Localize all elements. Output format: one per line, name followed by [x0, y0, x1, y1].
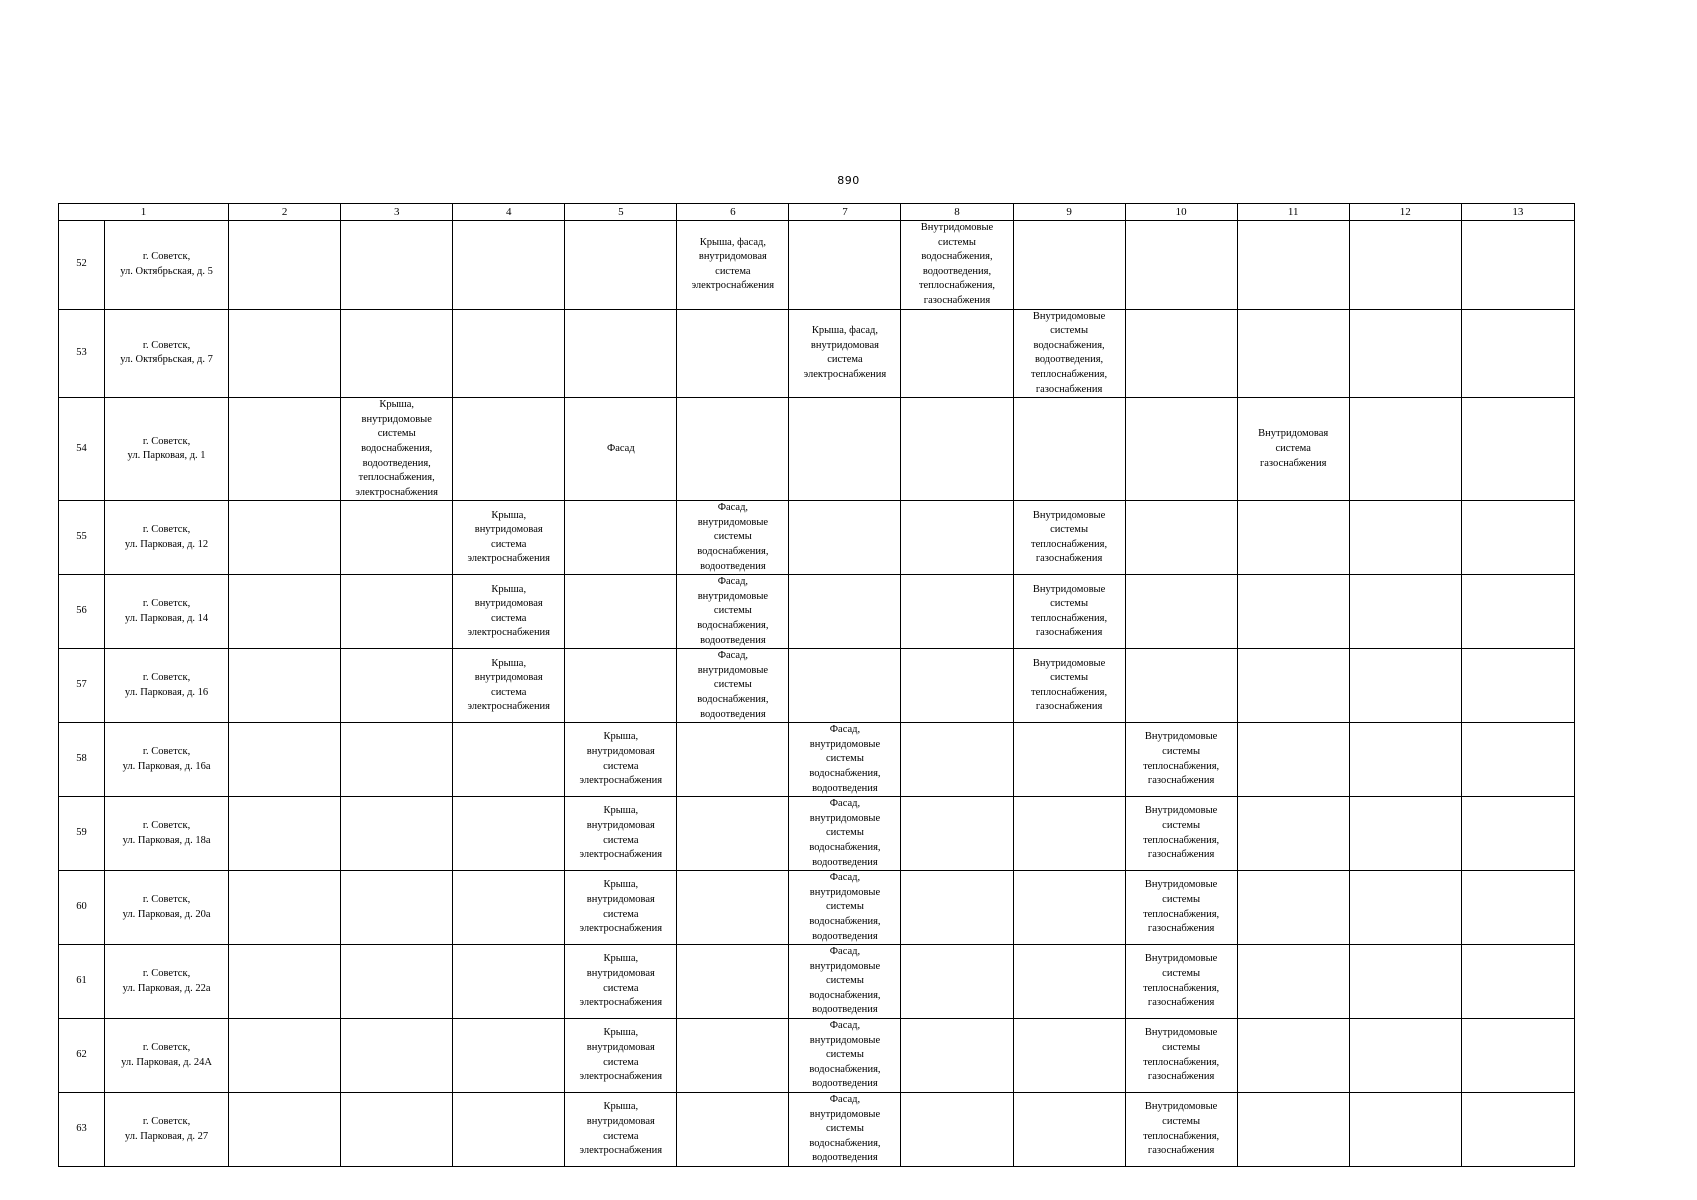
work-cell — [1013, 1019, 1125, 1093]
table-row — [59, 309, 1575, 398]
column-number-header: 11 — [1237, 204, 1349, 221]
work-cell — [1013, 501, 1125, 575]
work-cell — [1461, 1093, 1574, 1167]
work-description: Фасад, внутридомовые системы водоснабжения, водоотведения — [809, 872, 881, 942]
work-description: Крыша, внутридомовая система электроснабжения — [579, 1101, 663, 1157]
work-cell — [341, 398, 453, 501]
work-cell — [1125, 945, 1237, 1019]
work-cell — [1125, 309, 1237, 398]
work-cell — [1013, 575, 1125, 649]
row-number: 55 — [59, 501, 105, 575]
column-number-header-row — [59, 204, 1575, 221]
work-cell — [677, 575, 789, 649]
work-description: Фасад, внутридомовые системы водоснабжения, водоотведения — [697, 650, 769, 720]
table-row — [59, 221, 1575, 310]
work-cell — [677, 649, 789, 723]
work-cell — [677, 871, 789, 945]
work-cell — [341, 575, 453, 649]
address-text: г. Советск, ул. Парковая, д. 27 — [124, 1115, 209, 1142]
address-cell — [105, 1093, 229, 1167]
work-cell — [1461, 575, 1574, 649]
address-cell — [105, 398, 229, 501]
work-cell — [229, 871, 341, 945]
work-description: Крыша, фасад, внутридомовая система электроснабжения — [803, 325, 887, 380]
work-cell — [1349, 945, 1461, 1019]
column-number-header: 12 — [1349, 204, 1461, 221]
work-cell — [565, 1019, 677, 1093]
work-cell — [229, 1019, 341, 1093]
work-cell — [789, 1019, 901, 1093]
work-cell — [453, 398, 565, 501]
work-cell — [229, 398, 341, 501]
work-cell — [453, 723, 565, 797]
work-cell — [565, 871, 677, 945]
work-cell — [677, 1019, 789, 1093]
work-description: Внутридомовые системы теплоснабжения, газоснабжения — [1143, 805, 1220, 861]
work-cell — [1349, 723, 1461, 797]
work-cell — [565, 575, 677, 649]
work-cell — [453, 221, 565, 310]
work-cell — [789, 797, 901, 871]
table-row — [59, 945, 1575, 1019]
work-cell — [789, 723, 901, 797]
work-cell — [1461, 945, 1574, 1019]
work-description: Крыша, внутридомовые системы водоснабжения, водоотведения, теплоснабжения, электроснабжения — [355, 399, 438, 498]
address-text: г. Советск, ул. Октябрьская, д. 5 — [120, 251, 213, 277]
work-cell — [1461, 309, 1574, 398]
work-cell — [1013, 1093, 1125, 1167]
work-cell — [1125, 649, 1237, 723]
work-cell — [229, 221, 341, 310]
address-cell — [105, 1019, 229, 1093]
work-cell — [453, 945, 565, 1019]
work-cell — [453, 1093, 565, 1167]
work-description: Крыша, внутридомовая система электроснабжения — [579, 879, 663, 935]
work-cell — [1013, 309, 1125, 398]
address-text: г. Советск, ул. Парковая, д. 12 — [124, 524, 209, 550]
work-cell — [901, 945, 1013, 1019]
work-cell — [341, 1019, 453, 1093]
work-description: Внутридомовые системы теплоснабжения, газоснабжения — [1031, 657, 1108, 713]
work-cell — [677, 309, 789, 398]
column-number-header: 3 — [341, 204, 453, 221]
row-number: 57 — [59, 649, 105, 723]
work-cell — [1349, 1019, 1461, 1093]
work-cell — [453, 1019, 565, 1093]
work-cell — [565, 398, 677, 501]
work-cell — [1013, 221, 1125, 310]
row-number: 58 — [59, 723, 105, 797]
work-cell — [1125, 501, 1237, 575]
work-cell — [789, 309, 901, 398]
work-cell — [1349, 309, 1461, 398]
table-row — [59, 723, 1575, 797]
row-number: 61 — [59, 945, 105, 1019]
work-cell — [1013, 797, 1125, 871]
table-row — [59, 1093, 1575, 1167]
work-description: Фасад, внутридомовые системы водоснабжения, водоотведения — [809, 798, 881, 868]
work-cell — [677, 797, 789, 871]
work-cell — [1461, 1019, 1574, 1093]
work-cell — [341, 221, 453, 310]
column-number-header: 7 — [789, 204, 901, 221]
work-cell — [1349, 398, 1461, 501]
work-description: Фасад, внутридомовые системы водоснабжения, водоотведения — [809, 1094, 881, 1164]
work-cell — [1461, 723, 1574, 797]
address-cell — [105, 221, 229, 310]
work-cell — [789, 575, 901, 649]
work-cell — [789, 398, 901, 501]
work-cell — [901, 649, 1013, 723]
work-cell — [453, 575, 565, 649]
work-cell — [1125, 1019, 1237, 1093]
work-cell — [901, 501, 1013, 575]
address-text: г. Советск, ул. Парковая, д. 14 — [124, 598, 209, 624]
column-number-header: 2 — [229, 204, 341, 221]
address-text: г. Советск, ул. Парковая, д. 1 — [127, 435, 206, 462]
work-cell — [1237, 797, 1349, 871]
table-row — [59, 1019, 1575, 1093]
work-cell — [1237, 945, 1349, 1019]
work-cell — [1461, 797, 1574, 871]
work-cell — [341, 797, 453, 871]
work-description: Внутридомовые системы теплоснабжения, газоснабжения — [1143, 1101, 1220, 1157]
work-cell — [1125, 221, 1237, 310]
work-cell — [341, 309, 453, 398]
work-description: Внутридомовые системы теплоснабжения, газоснабжения — [1031, 509, 1108, 565]
work-cell — [229, 575, 341, 649]
work-cell — [677, 501, 789, 575]
work-cell — [565, 649, 677, 723]
work-description: Фасад, внутридомовые системы водоснабжения, водоотведения — [809, 1020, 881, 1090]
work-cell — [901, 797, 1013, 871]
work-description: Крыша, внутридомовая система электроснабжения — [467, 583, 551, 639]
work-cell — [1237, 871, 1349, 945]
column-number-header: 5 — [565, 204, 677, 221]
work-cell — [901, 309, 1013, 398]
work-cell — [1013, 723, 1125, 797]
address-cell — [105, 575, 229, 649]
address-cell — [105, 309, 229, 398]
work-cell — [901, 1019, 1013, 1093]
row-number: 56 — [59, 575, 105, 649]
column-number-header: 4 — [453, 204, 565, 221]
work-cell — [677, 723, 789, 797]
table-row — [59, 501, 1575, 575]
table-row — [59, 797, 1575, 871]
address-text: г. Советск, ул. Парковая, д. 16 — [124, 672, 209, 698]
work-cell — [341, 871, 453, 945]
work-description: Фасад, внутридомовые системы водоснабжения, водоотведения — [697, 502, 769, 572]
work-description: Фасад, внутридомовые системы водоснабжения, водоотведения — [809, 724, 881, 794]
work-cell — [789, 221, 901, 310]
work-cell — [1125, 1093, 1237, 1167]
work-cell — [1237, 649, 1349, 723]
address-cell — [105, 797, 229, 871]
work-description: Фасад, внутридомовые системы водоснабжения, водоотведения — [697, 576, 769, 646]
row-number: 63 — [59, 1093, 105, 1167]
work-cell — [229, 649, 341, 723]
row-number: 52 — [59, 221, 105, 310]
work-description: Крыша, внутридомовая система электроснабжения — [579, 953, 663, 1009]
work-cell — [1349, 221, 1461, 310]
table-row — [59, 871, 1575, 945]
work-cell — [901, 871, 1013, 945]
table-row — [59, 649, 1575, 723]
work-cell — [229, 945, 341, 1019]
work-cell — [229, 309, 341, 398]
work-description: Крыша, фасад, внутридомовая система электроснабжения — [691, 236, 775, 292]
work-cell — [565, 501, 677, 575]
page-number: 890 — [837, 174, 860, 187]
work-description: Крыша, внутридомовая система электроснабжения — [579, 805, 663, 861]
work-cell — [1461, 398, 1574, 501]
work-cell — [1237, 1019, 1349, 1093]
address-cell — [105, 501, 229, 575]
work-cell — [565, 945, 677, 1019]
work-cell — [1349, 871, 1461, 945]
table-row — [59, 575, 1575, 649]
work-cell — [1125, 575, 1237, 649]
work-description: Внутридомовая система газоснабжения — [1258, 428, 1329, 469]
table-body — [59, 221, 1575, 1167]
address-text: г. Советск, ул. Парковая, д. 22а — [122, 967, 211, 994]
work-cell — [1125, 723, 1237, 797]
column-number-header: 1 — [59, 204, 229, 221]
address-cell — [105, 649, 229, 723]
column-number-header: 9 — [1013, 204, 1125, 221]
work-cell — [453, 871, 565, 945]
work-cell — [789, 1093, 901, 1167]
work-description: Крыша, внутридомовая система электроснабжения — [579, 731, 663, 787]
work-cell — [901, 575, 1013, 649]
work-cell — [229, 723, 341, 797]
row-number: 53 — [59, 309, 105, 398]
work-cell — [677, 398, 789, 501]
work-cell — [1125, 797, 1237, 871]
work-description: Внутридомовые системы теплоснабжения, газоснабжения — [1143, 879, 1220, 935]
work-cell — [1237, 501, 1349, 575]
work-cell — [1013, 649, 1125, 723]
work-cell — [677, 1093, 789, 1167]
address-text: г. Советск, ул. Парковая, д. 18а — [122, 820, 211, 846]
column-number-header: 13 — [1461, 204, 1574, 221]
work-cell — [1349, 1093, 1461, 1167]
work-description: Внутридомовые системы теплоснабжения, газоснабжения — [1143, 953, 1220, 1009]
work-cell — [453, 649, 565, 723]
work-cell — [453, 797, 565, 871]
work-cell — [1237, 221, 1349, 310]
work-cell — [1349, 575, 1461, 649]
work-cell — [341, 501, 453, 575]
work-cell — [453, 309, 565, 398]
work-cell — [901, 221, 1013, 310]
row-number: 54 — [59, 398, 105, 501]
work-cell — [229, 501, 341, 575]
work-description: Внутридомовые системы теплоснабжения, газоснабжения — [1143, 1027, 1220, 1083]
column-number-header: 6 — [677, 204, 789, 221]
address-text: г. Советск, ул. Парковая, д. 20а — [122, 894, 211, 920]
work-cell — [789, 501, 901, 575]
work-cell — [1013, 871, 1125, 945]
work-cell — [1237, 309, 1349, 398]
work-cell — [789, 945, 901, 1019]
work-cell — [1461, 501, 1574, 575]
row-number: 60 — [59, 871, 105, 945]
work-cell — [901, 398, 1013, 501]
work-cell — [677, 221, 789, 310]
work-description: Крыша, внутридомовая система электроснабжения — [467, 657, 551, 713]
work-cell — [565, 723, 677, 797]
column-number-header: 10 — [1125, 204, 1237, 221]
work-cell — [1461, 871, 1574, 945]
work-description: Внутридомовые системы теплоснабжения, газоснабжения — [1031, 583, 1108, 639]
work-cell — [1013, 945, 1125, 1019]
work-cell — [341, 1093, 453, 1167]
address-cell — [105, 871, 229, 945]
address-cell — [105, 723, 229, 797]
work-description: Крыша, внутридомовая система электроснабжения — [467, 509, 551, 565]
work-cell — [565, 309, 677, 398]
work-cell — [1461, 221, 1574, 310]
work-cell — [565, 1093, 677, 1167]
work-description: Фасад — [606, 442, 635, 454]
work-cell — [453, 501, 565, 575]
work-cell — [1237, 723, 1349, 797]
work-cell — [1349, 649, 1461, 723]
work-cell — [1349, 501, 1461, 575]
table-row — [59, 398, 1575, 501]
work-cell — [1237, 398, 1349, 501]
work-cell — [229, 797, 341, 871]
work-cell — [341, 649, 453, 723]
work-cell — [341, 723, 453, 797]
column-number-header: 8 — [901, 204, 1013, 221]
work-cell — [789, 871, 901, 945]
row-number: 59 — [59, 797, 105, 871]
work-cell — [229, 1093, 341, 1167]
work-cell — [1237, 1093, 1349, 1167]
address-text: г. Советск, ул. Октябрьская, д. 7 — [120, 339, 213, 366]
work-cell — [565, 797, 677, 871]
work-cell — [901, 1093, 1013, 1167]
work-description: Внутридомовые системы водоснабжения, водоотведения, теплоснабжения, газоснабжения — [1031, 310, 1108, 395]
address-text: г. Советск, ул. Парковая, д. 24А — [121, 1041, 212, 1068]
work-description: Фасад, внутридомовые системы водоснабжения, водоотведения — [809, 946, 881, 1016]
work-cell — [1237, 575, 1349, 649]
work-cell — [1125, 398, 1237, 501]
work-cell — [677, 945, 789, 1019]
work-cell — [341, 945, 453, 1019]
work-cell — [1349, 797, 1461, 871]
work-description: Крыша, внутридомовая система электроснабжения — [579, 1027, 663, 1083]
work-description: Внутридомовые системы водоснабжения, водоотведения, теплоснабжения, газоснабжения — [918, 222, 996, 306]
work-cell — [565, 221, 677, 310]
work-cell — [1461, 649, 1574, 723]
work-description: Внутридомовые системы теплоснабжения, газоснабжения — [1143, 731, 1220, 787]
work-cell — [1013, 398, 1125, 501]
address-text: г. Советск, ул. Парковая, д. 16а — [122, 746, 211, 772]
repair-schedule-table — [58, 203, 1575, 1167]
address-cell — [105, 945, 229, 1019]
work-cell — [789, 649, 901, 723]
work-cell — [901, 723, 1013, 797]
row-number: 62 — [59, 1019, 105, 1093]
work-cell — [1125, 871, 1237, 945]
